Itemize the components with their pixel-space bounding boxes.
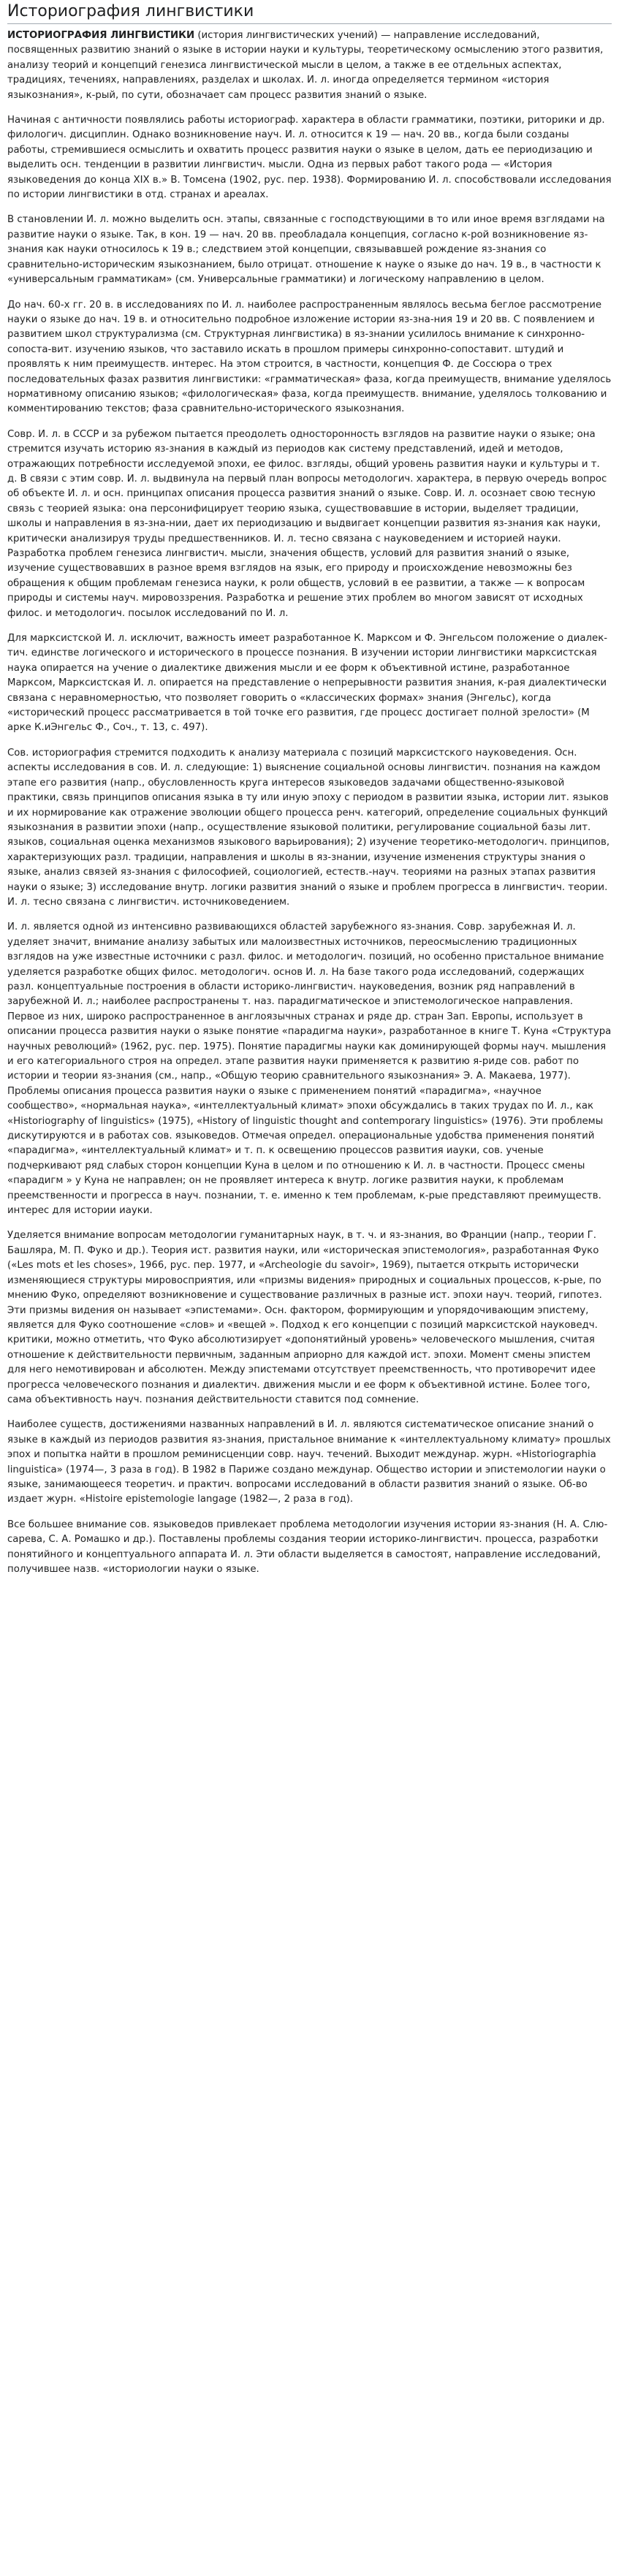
paragraph-history-origins: Начиная с античности появлялись работы историограф. характера в области грамматики, поэтики, риторики и др. филологич. дисциплин. Однако возникновение науч. И. л. относится к 19 — нач. 20 вв., когда были созданы работы, стремившиеся осмыслить и охватить процесс развития науки о языке в целом, дать ее периодизацию и выделить осн. тенденции в развитии лингвистич. мысли. Одна из первых работ такого рода — «История языковедения до конца XIX в.» В. Томсена (1902, рус. пер. 1938). Формированию И. л. способствовали исследования по истории лингвистики в отд. странах и ареалах. [7,115,612,201]
lead-paragraph-text: (история лингвистических учений) — направление исследований, посвященных развитию знаний о языке в истории науки и культуры, теоретическому осмыслению этого развития, анализу теорий и концепций генезиса лингвистической мысли в целом, а также в ее отдельных аспектах, традициях, течениях, направлениях, разделах и школах. И. л. иногда определяется термином «история языкознания», к-рый, по сути, обозначает сам процесс развития знаний о языке. [7,30,604,101]
paragraph-structuralism: До нач. 60-х гг. 20 в. в исследованиях по И. л. наиболее распространенным являлось весьма беглое рассмотрение науки о языке до нач. 19 в. и относительно подробное изложение истории яз-зна-ния 19 и 20 вв. С появлением и развитием школ структурализма (см. Структурная лингвистика) в яз-знании усилилось внимание к синхронно-сопоста-вит. изучению языков, что заставило искать в прошлом примеры синхронно-сопоставит. штудий и проявлять к ним преимуществ. интерес. На этом строится, в частности, концепция Ф. де Соссюра о трех последовательных фазах развития лингвистики: «грамматическая» фаза, когда преимуществ, внимание уделялось нормативному описанию языков; «филологическая» фаза, когда преимуществ. внимание, уделялось толкованию и комментированию текстов; фаза сравнительно-исторического языкознания. [7,299,612,415]
paragraph-french-epistemology: Уделяется внимание вопросам методологии гуманитарных наук, в т. ч. и яз-знания, во Франции (напр., теории Г. Башляра, М. П. Фуко и др.). Теория ист. развития науки, или «историческая эпистемология», разработанная Фуко («Les mots et les choses», 1966, рус. пер. 1977, и «Archeologie du savoir», 1969), пытается открыть исторически изменяющиеся структуры мировосприятия, или «призмы видения» природных и социальных процессов, к-рые, по мнению Фуко, определяют возникновение и существование различных в разные ист. эпохи науч. теорий, гипотез. Эти призмы видения он называет «эпистемами». Осн. фактором, формирующим и упорядочивающим эпистему, является для Фуко соотношение «слов» и «вещей ». Подход к его концепции с позиций марксистской науковедч. критики, можно отметить, что Фуко абсолютизирует «допонятийный уровень» человеческого мышления, считая отношение к действительности первичным, заданным априорно для каждой ист. эпохи. Момент смены эпистем для него немотивирован и абсолютен. Между эпистемами отсутствует преемственность, что противоречит идее прогресса человеческого познания и диалектич. движения мысли и ее форм к объективной истине. Более того, сама объективность науч. познания действительности ставится под сомнение. [7,1230,602,1405]
paragraph-stages: В становлении И. л. можно выделить осн. этапы, связанные с господствующими в то или иное время взглядами на развитие науки о языке. Так, в кон. 19 — нач. 20 вв. преобладала концепция, согласно к-рой возникновение яз-знания как науки относилось к 19 в.; следствием этой концепции, связывавшей рождение яз-знания со сравнительно-историческим языкознанием, было отрицат. отношение к науке о языке до нач. 19 в., в частности к «универсальным грамматикам» (см. Универсальные грамматики) и логическому направлению в целом. [7,214,605,286]
lead-paragraph [7,29,612,103]
paragraph-modern-historiography: Совр. И. л. в СССР и за рубежом пытается преодолеть односторонность взглядов на развитие науки о языке; она стремится изучать историю яз-знания в каждый из периодов как систему представлений, идей и методов, отражающих потребности исследуемой эпохи, ее филос. взгляды, общий уровень развития науки и культуры и т. д. В связи с этим совр. И. л. выдвинула на первый план вопросы методологич. характера, в первую очередь вопрос об объекте И. л. и осн. принципах описания процесса развития знаний о языке. Совр. И. л. осознает свою тесную связь с теорией языка: она персонифицирует теорию языка, существовавшие в истории, выделяет традиции, школы и направления в яз-зна-нии, дает их периодизацию и выдвигает концепции развития яз-знания как науки, критически анализируя труды предшественников. И. л. тесно связана с науковедением и историей науки. Разработка проблем генезиса лингвистич. мысли, значения обществ, условий для развития знаний о языке, изучение существовавших в разное время взглядов на язык, его природу и происхождение невозможны без обращения к общим проблемам генезиса науки, к роли обществ, условий в ее развитии, а также — к вопросам природы и системы науч. мировоззрения. Разработка и решение этих проблем во многом зависят от исходных филос. и методологич. посылок исследований по И. л. [7,428,607,619]
lead-term: ИСТОРИОГРАФИЯ ЛИНГВИСТИКИ [7,30,195,41]
paragraph-soviet-historiography: Сов. историография стремится подходить к анализу материала с позиций марксистского науковедения. Осн. аспекты исследования в сов. И. л. следующие: 1) выяснение социальной основы лингвистич. познания на каждом этапе его развития (напр., обусловленность круга интересов языковедов задачами общественно-языковой практики, связь принципов описания языка в ту или иную эпоху с периодом в развитии языка, истории лит. языков и их нормирование как отражение эволюции общего процесса ренч. категорий, определение социальных функций языкознания в развитии эпохи (напр., осуществление языковой политики, регулирование социальной базы лит. языков, социальная оценка механизмов языкового варьирования); 2) изучение теоретико-методологич. принципов, характеризующих разл. традиции, направления и школы в яз-знании, изучение изменения структуры знания о языке, анализ связей яз-знания с философией, социологией, естеств.-науч. теориями на разных этапах развития науки о языке; 3) исследование внутр. логики развития знаний о языке и проблем прогресса в лингвистич. теории. И. л. тесно связана с лингвистич. источниковедением. [7,747,610,908]
article-page [0,1,619,1593]
paragraph-achievements: Наиболее существ, достижениями названных направлений в И. л. являются систематическое описание знаний о языке в каждый из периодов развития яз-знания, пристальное внимание к «интеллектуальному климату» прошлых эпох и попытка найти в прошлом реминисценции совр. науч. течений. Выходит междунар. журн. «Historiographia linguistica» (1974—, 3 раза в год). В 1982 в Париже создано междунар. Общество истории и эпистемологии науки о языке, занимающееся теоретич. и практич. вопросами исследований в области развития знаний о языке. Об-во издает журн. «Histoire epistemologie langage (1982—, 2 раза в год). [7,1419,611,1505]
paragraph-methodology: Все большее внимание сов. языковедов привлекает проблема методологии изучения истории яз-знания (Н. А. Слю-сарева, С. А. Ромашко и др.). Поставлены проблемы создания теории историко-лингвистич. процесса, разработки понятийного и концептуального аппарата И. л. Эти области выделяется в самостоят, направление исследований, получившее назв. «историологии науки о языке. [7,1519,608,1575]
paragraph-marxist-historiography: Для марксистской И. л. исключит, важность имеет разработанное К. Марксом и Ф. Энгельсом положение о диалек-тич. единстве логического и исторического в процессе познания. В изучении истории лингвистики марксистская наука опирается на учение о диалектике движения мысли и ее форм к объективной истине, разработанное Марксом, Марксистская И. л. опирается на представление о непрерывности развития знания, к-рая диалектически связана с неравномерностью, что позволяет говорить о «классических формах» знания (Энгельс), когда «исторический процесс рассматривается в той точке его развития, где процесс достигает полной зрелости» (М арке К.иЭнгельс Ф., Соч., т. 13, с. 497). [7,633,608,734]
page-title: Историография лингвистики [7,1,612,24]
paragraph-foreign-historiography: И. л. является одной из интенсивно развивающихся областей зарубежного яз-знания. Совр. зарубежная И. л. уделяет значит, внимание анализу забытых или малоизвестных источников, переосмыслению традиционных взглядов на уже известные источники с разл. филос. и методологич. позиций, но особенно пристальное внимание уделяется разработке общих филос. методологич. основ И. л. На базе такого рода исследований, содержащих разл. концептуальные построения в области историко-лингвистич. науковедения, возник ряд направлений в зарубежной И. л.; наиболее распространены т. наз. парадигматическое и эпистемологическое направления. Первое из них, широко распространенное в англоязычных странах и ряде др. стран Зап. Европы, использует в описании процесса развития науки о языке понятие «парадигма науки», разработанное в книге Т. Куна «Структура научных революций» (1962, рус. пер. 1975). Понятие парадигмы науки как доминирующей формы науч. мышления и его категориального строя на определ. этапе развития науки применяется к развитию я-риде сов. работ по истории и теории яз-знания (см., напр., «Общую теорию сравнительного языкознания» Э. А. Макаева, 1977). Проблемы описания процесса развития науки о языке с применением понятий «парадигма», «научное сообщество», «нормальная наука», «интеллектуальный климат» эпохи обсуждались в таких трудах по И. л., как «Historiography of linguistics» (1975), «History of linguistic thought and contemporary linguistics» (1976). Эти проблемы дискутируются и в работах сов. языковедов. Отмечая определ. операциональные удобства применения понятий «парадигма», «интеллектуальный климат» и т. п. к освещению процессов развития иауки, сов. ученые подчеркивают ряд слабых сторон концепции Куна в целом и по отношению к И. л. в частности. Процесс смены «парадигм » у Куна не направлен; он не проявляет интереса к внутр. логике развития науки, к проблемам преемственности и прогресса в науч. познании, т. е. именно к тем проблемам, к-рые представляют преимуществ. интерес для истории иауки. [7,922,612,1217]
